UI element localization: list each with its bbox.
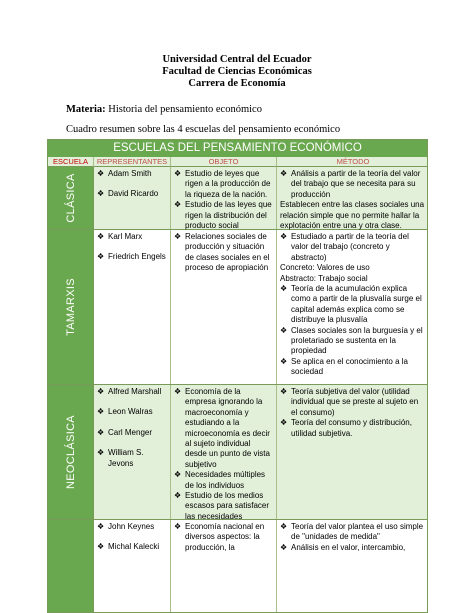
list-item-text: Estudio de las leyes que rigen la distribución del producto social [185, 200, 272, 231]
faculty-name: Facultad de Ciencias Económicas [162, 66, 312, 77]
career-name: Carrera de Economía [188, 78, 286, 89]
escuela-name: CLÁSICA [64, 173, 77, 223]
list-item-text: Se aplica en el conocimiento a la sociedad [291, 356, 408, 377]
list-item [97, 387, 167, 397]
list-item [280, 169, 426, 200]
objeto-cell [171, 230, 277, 384]
objeto-list [174, 232, 273, 274]
list-item-text: Estudio de los medios escasos para satisfacer las necesidades [185, 491, 270, 521]
objeto-list [174, 522, 273, 553]
list-item-text: Michal Kalecki [108, 542, 160, 552]
list-item-text: Karl Marx [108, 232, 143, 241]
list-item [280, 284, 426, 326]
metodo-list [280, 522, 426, 553]
list-item-text: John Keynes [108, 522, 155, 531]
list-item-text: Necesidades múltiples de los individuos [185, 470, 266, 490]
bullet-icon: ❖ [280, 418, 288, 428]
bullet-icon: ❖ [174, 169, 182, 178]
list-item [280, 387, 426, 418]
plain-line: Abstracto: Trabajo social [280, 273, 368, 283]
list-item [97, 169, 167, 179]
objeto-cell [171, 385, 277, 519]
list-item [174, 470, 273, 491]
table-row [48, 167, 427, 230]
representantes-list [97, 387, 167, 469]
escuela-cell [48, 167, 94, 229]
list-item-text: Teoría de la acumulación explica como a partir de la plusvalía surge el capital además explica como se distribuye la plusvalía [291, 284, 422, 325]
list-item-text: Análisis en el valor, intercambio, [291, 542, 406, 552]
bullet-icon: ❖ [174, 522, 182, 531]
plain-line: Concreto: Valores de uso [280, 263, 370, 273]
list-item-text: Teoría del valor plantea el uso simple de "unidades de medida" [291, 522, 424, 542]
metodo-list [280, 232, 426, 378]
list-item-text: Carl Menger [108, 427, 153, 437]
bullet-icon: ❖ [174, 232, 182, 241]
bullet-icon: ❖ [97, 387, 105, 396]
representantes-list [97, 169, 167, 200]
bullet-icon: ❖ [280, 542, 288, 552]
bullet-icon: ❖ [280, 387, 288, 396]
list-item [174, 169, 273, 200]
list-item [174, 522, 273, 553]
bullet-icon: ❖ [97, 232, 105, 241]
list-item-text: Economía nacional en diversos aspectos: la producción, la [185, 522, 265, 552]
table-row [48, 230, 427, 385]
list-item-text: Estudio de leyes que rigen a la producción de la riqueza de la nación. [185, 169, 271, 199]
metodo-list [280, 169, 426, 231]
list-item-text: Economía de la empresa ignorando la macroeconomía y estudiando a la microeconomía es decir al sujeto individual desde un punto de vista subjetivo [185, 387, 270, 469]
bullet-icon: ❖ [174, 470, 182, 480]
representantes-list [97, 522, 167, 553]
representantes-cell [94, 385, 171, 519]
escuela-cell [48, 385, 94, 519]
list-item [97, 407, 167, 417]
list-item-text: Clases sociales son la burguesía y el proletariado se sustenta en la propiedad [291, 325, 423, 356]
bullet-icon: ❖ [97, 189, 105, 199]
escuela-cell [48, 520, 94, 613]
bullet-icon: ❖ [280, 522, 288, 531]
representantes-cell [94, 520, 171, 613]
bullet-icon: ❖ [280, 284, 288, 294]
column-header-objeto: OBJETO [171, 157, 277, 167]
bullet-icon: ❖ [97, 252, 105, 262]
list-item [97, 232, 167, 242]
list-item [97, 542, 167, 552]
metodo-cell [277, 167, 428, 229]
metodo-cell [277, 385, 428, 519]
list-item-text: Relaciones sociales de producción y situación de clases sociales en el proceso de apropiación [185, 232, 270, 273]
list-item-text: William S. Jevons [108, 448, 144, 468]
bullet-icon: ❖ [174, 491, 182, 501]
column-header-escuela: ESCUELA [48, 157, 94, 167]
university-name: Universidad Central del Ecuador [162, 54, 312, 65]
metodo-cell [277, 520, 428, 613]
list-item [174, 200, 273, 231]
list-item [280, 232, 426, 263]
list-item [97, 252, 167, 262]
list-item [280, 326, 426, 357]
bullet-icon: ❖ [97, 427, 105, 437]
table-title: ESCUELAS DEL PENSAMIENTO ECONÓMICO [48, 140, 427, 157]
list-item [280, 418, 426, 439]
list-item [280, 357, 426, 378]
bullet-icon: ❖ [97, 448, 105, 458]
bullet-icon: ❖ [280, 325, 288, 335]
table-row [48, 520, 427, 613]
list-item [174, 387, 273, 470]
escuela-name: NEOCLÁSICA [64, 415, 77, 489]
column-header-metodo: MÉTODO [277, 157, 428, 167]
objeto-cell [171, 167, 277, 229]
list-item-text: Adam Smith [108, 169, 152, 178]
list-item-text: Friedrich Engels [108, 252, 166, 262]
bullet-icon: ❖ [174, 200, 182, 210]
list-item [280, 543, 426, 553]
list-item [97, 522, 167, 532]
list-item-text: Leon Walras [108, 407, 153, 417]
bullet-icon: ❖ [174, 387, 182, 396]
bullet-icon: ❖ [280, 356, 288, 366]
objeto-cell [171, 520, 277, 613]
escuela-name: TAMARXIS [64, 278, 77, 336]
list-item-text: David Ricardo [108, 189, 159, 199]
plain-line: Establecen entre las clases sociales una relación simple que no permite hallar la explotación entre una y otra clase. [280, 200, 425, 231]
metodo-cell [277, 230, 428, 384]
intro-text: Cuadro resumen sobre las 4 escuelas del pensamiento económico [66, 124, 341, 135]
schools-table [47, 139, 428, 613]
objeto-list [174, 387, 273, 522]
subject-value: Historia del pensamiento económico [108, 104, 262, 115]
bullet-icon: ❖ [280, 232, 288, 241]
list-item [97, 448, 167, 469]
subject-line [66, 104, 262, 115]
list-item-text: Teoría subjetiva del valor (utilidad individual que se preste al sujeto en el consumo) [291, 387, 419, 417]
table-row [48, 385, 427, 520]
list-item [97, 189, 167, 199]
list-item-text: Estudiado a partir de la teoría del valor del trabajo (concreto y abstracto) [291, 232, 409, 262]
list-item-text: Análisis a partir de la teoría del valor del trabajo que se necesita para su producción [291, 169, 421, 199]
list-item [174, 491, 273, 522]
metodo-list [280, 387, 426, 439]
bullet-icon: ❖ [97, 169, 105, 178]
representantes-list [97, 232, 167, 263]
list-item [97, 428, 167, 438]
representantes-cell [94, 230, 171, 384]
list-item-text: Alfred Marshall [108, 387, 162, 396]
bullet-icon: ❖ [97, 407, 105, 417]
bullet-icon: ❖ [280, 169, 288, 178]
list-item [174, 232, 273, 274]
representantes-cell [94, 167, 171, 229]
bullet-icon: ❖ [97, 542, 105, 552]
bullet-icon: ❖ [97, 522, 105, 531]
subject-label: Materia: [66, 104, 106, 115]
column-header-representantes: REPRESENTANTES [94, 157, 171, 167]
objeto-list [174, 169, 273, 231]
list-item [280, 522, 426, 543]
escuela-cell [48, 230, 94, 384]
list-item-text: Teoría del consumo y distribución, utilidad subjetiva. [291, 418, 412, 438]
